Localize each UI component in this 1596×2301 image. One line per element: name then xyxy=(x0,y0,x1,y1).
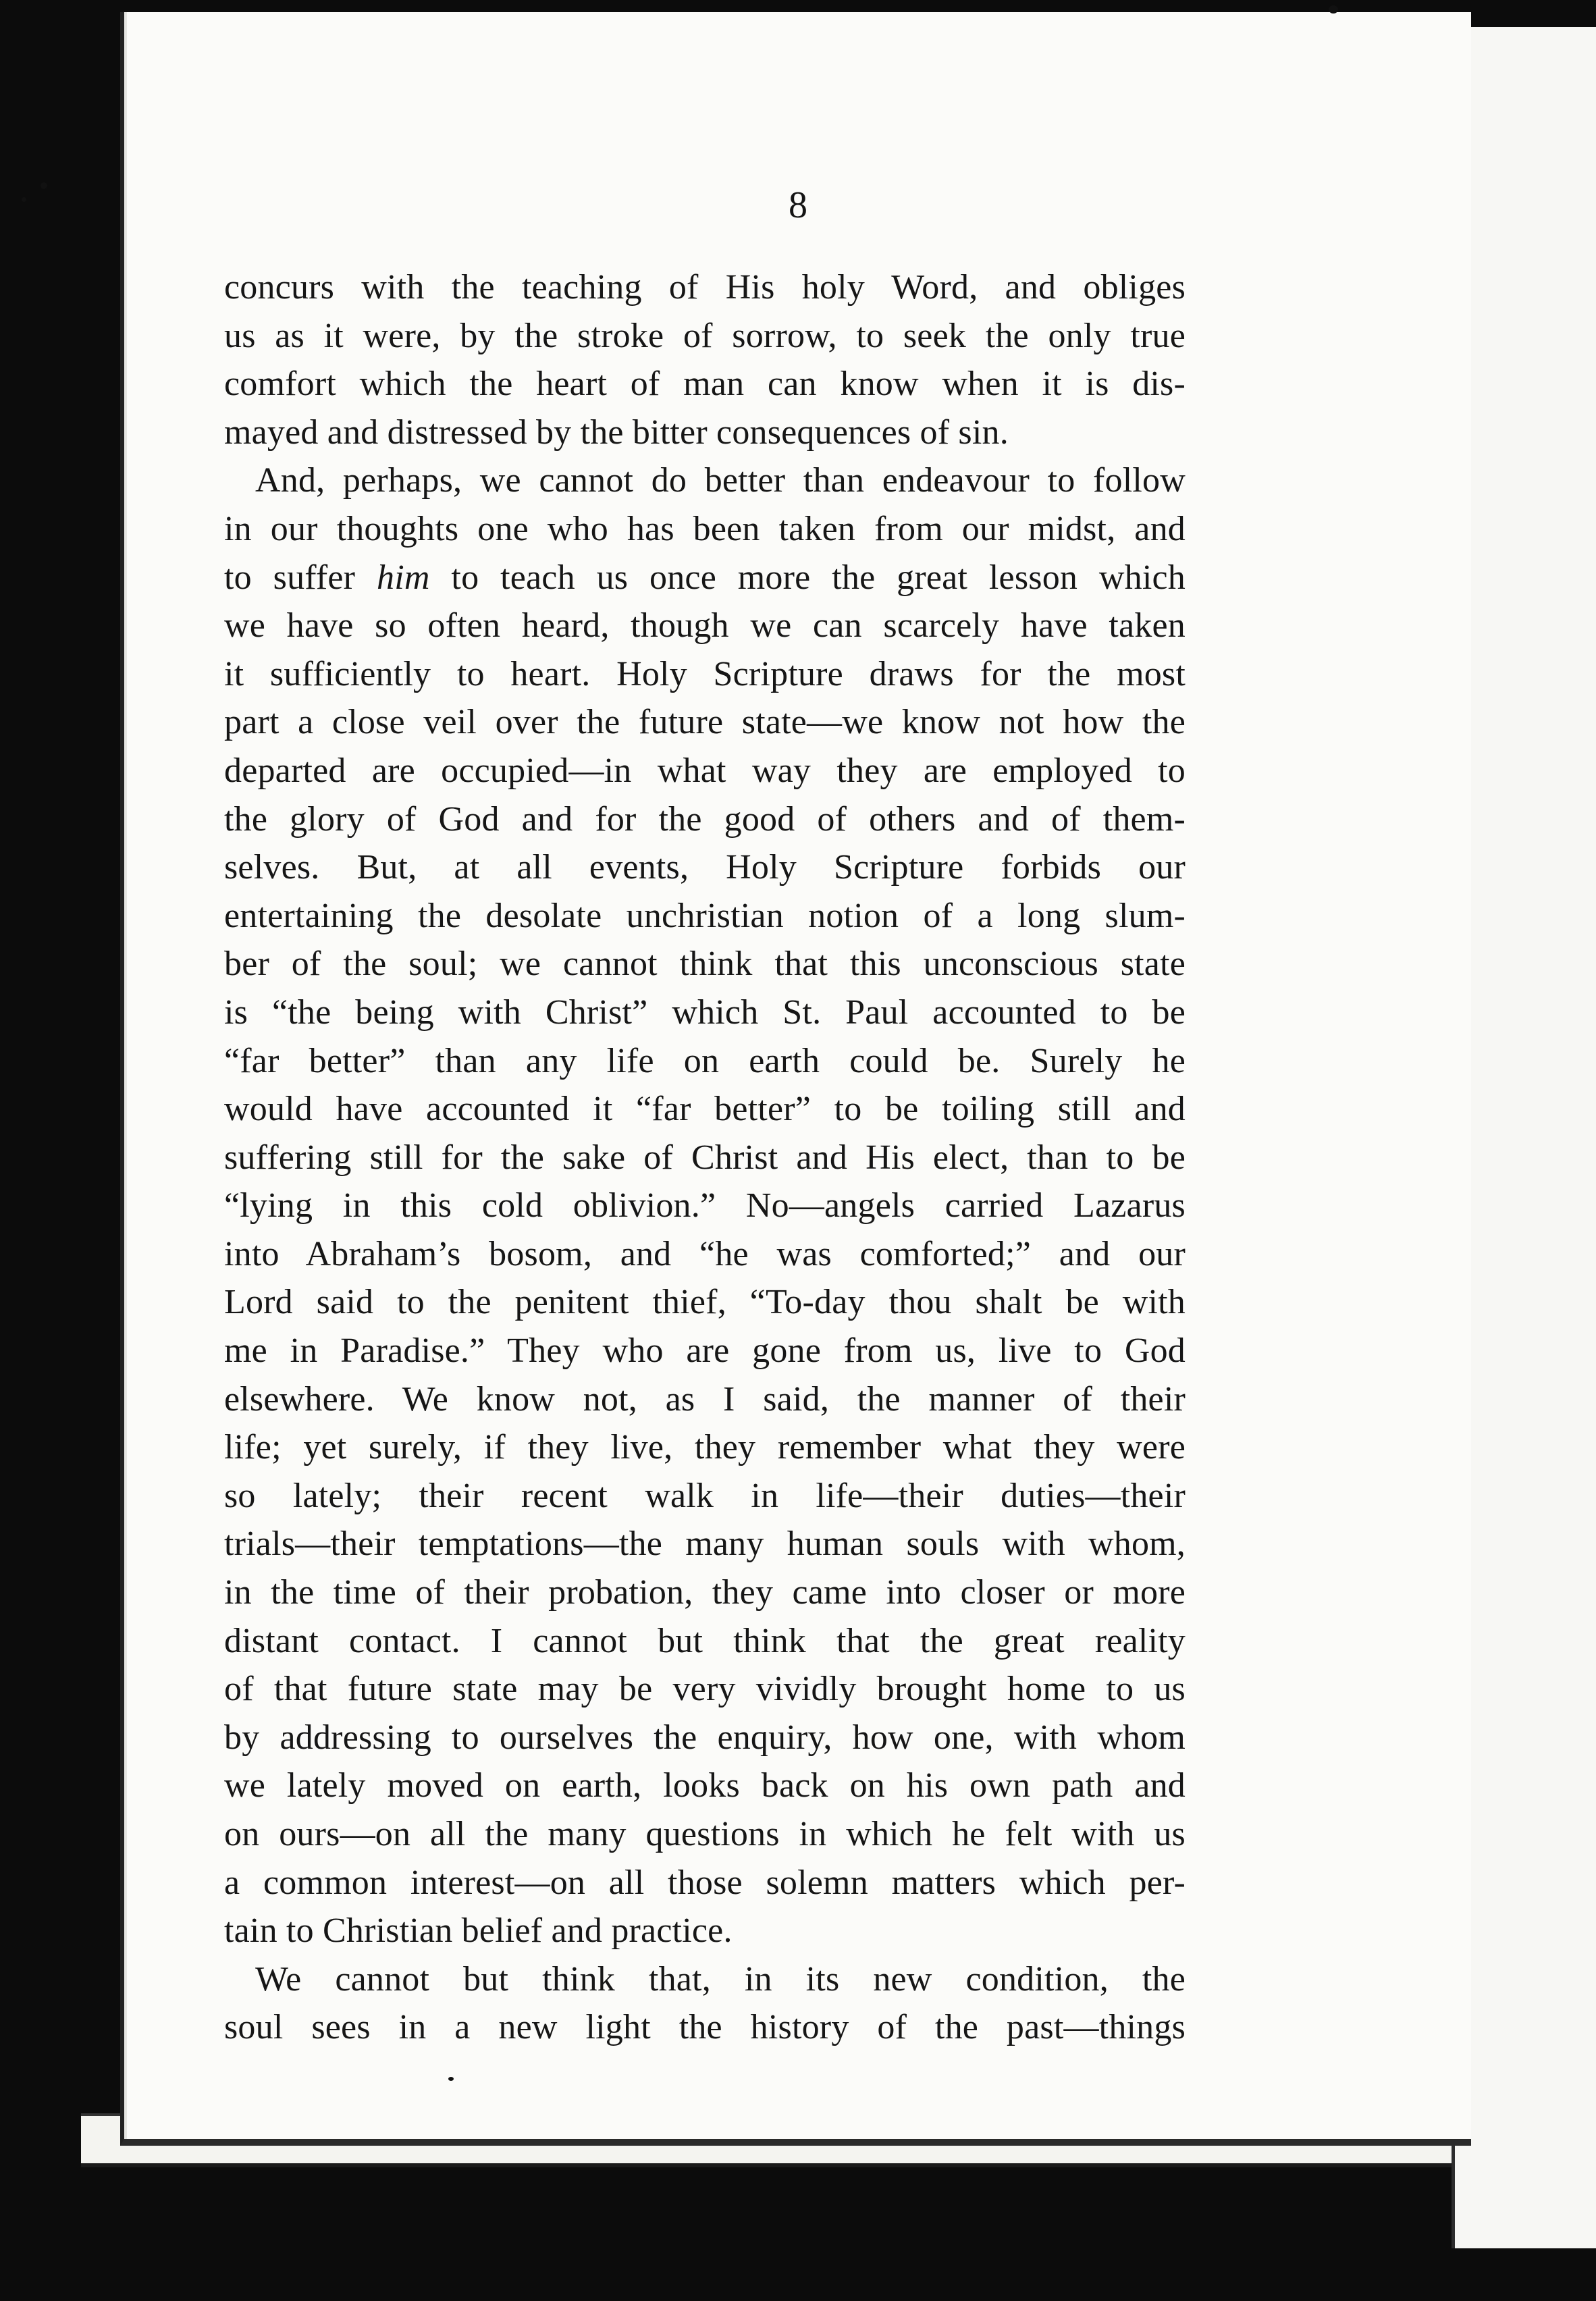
text-line: selves. But, at all events, Holy Scripture forbids our xyxy=(224,848,1186,887)
page-number: 8 xyxy=(789,184,807,226)
text-line: us as it were, by the stroke of sorrow, to seek the only true xyxy=(224,316,1186,355)
text-line: we have so often heard, though we can scarcely have taken xyxy=(224,606,1186,645)
text-line xyxy=(224,554,1186,602)
text-line: in our thoughts one who has been taken from our midst, and xyxy=(224,509,1186,548)
scan-speck xyxy=(448,2077,454,2081)
text-line: suffering still for the sake of Christ and His elect, than to be xyxy=(224,1138,1186,1177)
text-line: mayed and distressed by the bitter consequences of sin. xyxy=(224,413,1009,452)
scan-speck xyxy=(1329,5,1338,14)
text-line: in the time of their probation, they came into closer or more xyxy=(224,1573,1186,1612)
text-line: comfort which the heart of man can know when it is dis- xyxy=(224,365,1186,404)
text-line: we lately moved on earth, looks back on his own path and xyxy=(224,1766,1186,1805)
text-line: soul sees in a new light the history of the past—things xyxy=(224,2008,1186,2047)
text-line: distant contact. I cannot but think that the great reality xyxy=(224,1621,1186,1660)
text-fragment: to suffer xyxy=(224,558,356,597)
text-line: ber of the soul; we cannot think that this unconscious state xyxy=(224,945,1186,984)
text-line: of that future state may be very vividly brought home to us xyxy=(224,1670,1186,1709)
paragraph-start-line: And, perhaps, we cannot do better than endeavour to follow xyxy=(255,461,1186,500)
text-line: me in Paradise.” They who are gone from us, live to God xyxy=(224,1331,1186,1371)
text-line: tain to Christian belief and practice. xyxy=(224,1911,733,1951)
text-line: “far better” than any life on earth could be. Surely he xyxy=(224,1041,1186,1080)
text-line: it sufficiently to heart. Holy Scripture draws for the most xyxy=(224,654,1186,693)
text-line: elsewhere. We know not, as I said, the manner of their xyxy=(224,1379,1186,1419)
text-line: into Abraham’s bosom, and “he was comforted;” and our xyxy=(224,1234,1186,1273)
text-fragment: to teach us once more the great lesson which xyxy=(451,558,1186,597)
text-line: departed are occupied—in what way they are employed to xyxy=(224,751,1186,790)
text-line: concurs with the teaching of His holy Word, and obliges xyxy=(224,268,1186,307)
text-line: on ours—on all the many questions in which he felt with us xyxy=(224,1815,1186,1853)
text-line: part a close veil over the future state—we know not how the xyxy=(224,703,1186,742)
italic-emphasis: him xyxy=(377,558,430,597)
body-text xyxy=(224,263,1186,2052)
text-line: life; yet surely, if they live, they remember what they were xyxy=(224,1428,1186,1467)
adjacent-page-edge xyxy=(1452,27,1596,2248)
text-line: entertaining the desolate unchristian notion of a long slum- xyxy=(224,896,1186,935)
scan-speck xyxy=(41,182,47,189)
text-line: Lord said to the penitent thief, “To-day thou shalt be with xyxy=(224,1283,1186,1322)
text-line: would have accounted it “far better” to be toiling still and xyxy=(224,1090,1186,1129)
text-line: by addressing to ourselves the enquiry, how one, with whom xyxy=(224,1718,1186,1757)
text-line: “lying in this cold oblivion.” No—angels carried Lazarus xyxy=(224,1186,1186,1225)
text-line: is “the being with Christ” which St. Paul accounted to be xyxy=(224,993,1186,1032)
scan-speck xyxy=(22,197,26,202)
paragraph-start-line: We cannot but think that, in its new condition, the xyxy=(255,1959,1186,1999)
text-line: so lately; their recent walk in life—their duties—their xyxy=(224,1476,1186,1515)
text-line: the glory of God and for the good of others and of them- xyxy=(224,799,1186,839)
text-line: trials—their temptations—the many human souls with whom, xyxy=(224,1525,1186,1564)
text-line: a common interest—on all those solemn matters which per- xyxy=(224,1863,1186,1902)
